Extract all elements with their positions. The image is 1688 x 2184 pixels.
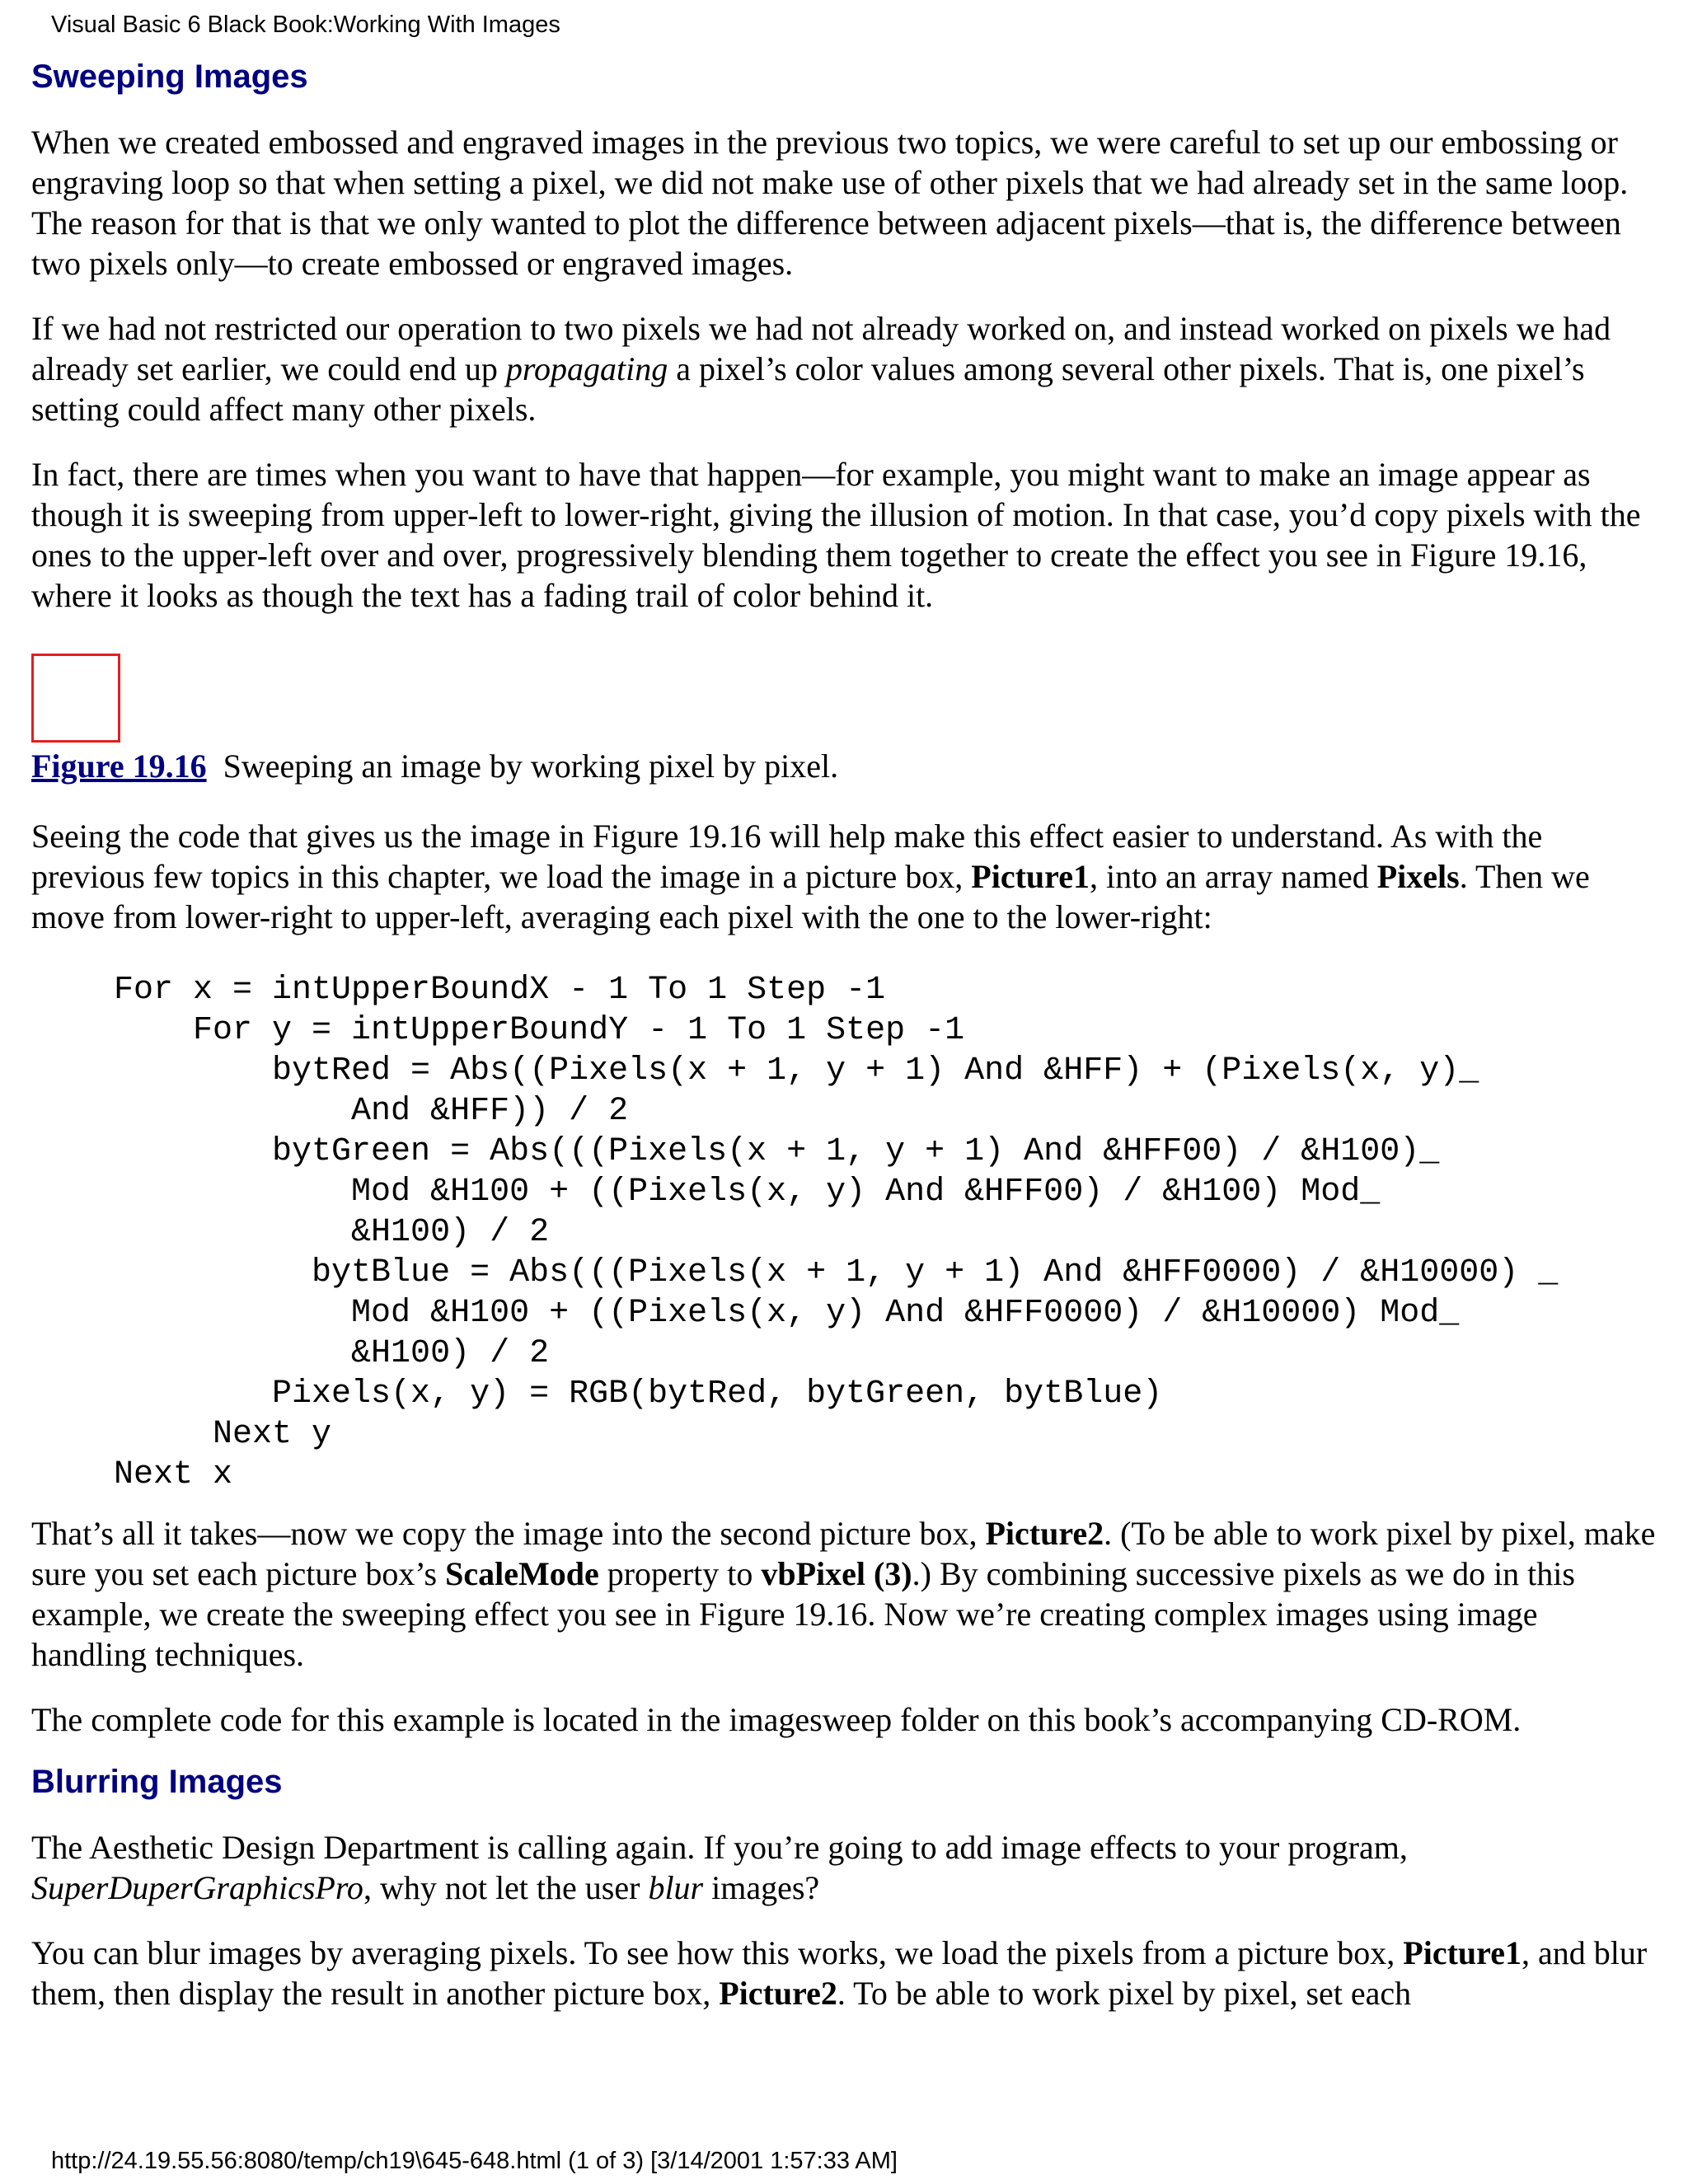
paragraph-text: Seeing the code that gives us the image in Figure 19.16 will help make this effect easier to understand. As with the previous few topics in this chapter, we load the image in a picture box, <box>31 818 1543 895</box>
paragraph-text: You can blur images by averaging pixels. To see how this works, we load the pixels from a picture box, <box>31 1934 1404 1971</box>
paragraph-text: , why not let the user <box>363 1869 649 1906</box>
paragraph-text: That’s all it takes—now we copy the image into the second picture box, <box>31 1515 986 1552</box>
paragraph <box>31 308 1657 429</box>
paragraph <box>31 454 1657 616</box>
paragraph-text: images? <box>703 1869 820 1906</box>
emphasis-text: blur <box>648 1869 704 1906</box>
caption-text: Sweeping an image by working pixel by pixel. <box>223 748 839 785</box>
paragraph-text: .) By combining successive pixels as we do in this example, we create the sweeping effect you see in Figure 19.16. Now we’re creating complex images using image handling techniques. <box>31 1555 1575 1673</box>
paragraph <box>31 1513 1657 1675</box>
paragraph <box>31 816 1657 937</box>
paragraph-text: The complete code for this example is located in the imagesweep folder on this book’s accompanying CD-ROM. <box>31 1701 1522 1738</box>
bold-text: Pixels <box>1376 858 1460 895</box>
bold-text: vbPixel (3) <box>761 1555 912 1592</box>
emphasis-text: propagating <box>505 350 668 387</box>
paragraph-text: . To be able to work pixel by pixel, set each <box>837 1975 1412 2012</box>
figure-caption <box>31 746 1657 786</box>
section-heading-blurring-images: Blurring Images <box>31 1764 283 1800</box>
paragraph-text: , and blur them, then display the result in another picture box, <box>31 1934 1648 2012</box>
paragraph-text: . (To be able to work pixel by pixel, make sure you set each picture box’s <box>31 1515 1656 1592</box>
page-footer: http://24.19.55.56:8080/temp/ch19\645-648.html (1 of 3) [3/14/2001 1:57:33 AM] <box>51 2148 898 2174</box>
bold-text: Picture1 <box>1403 1934 1522 1971</box>
paragraph-text: The Aesthetic Design Department is calling again. If you’re going to add image effects to your program, <box>31 1829 1408 1866</box>
paragraph <box>31 122 1657 284</box>
paragraph-text: If we had not restricted our operation to two pixels we had not already worked on, and instead worked on pixels we had already set earlier, we could end up <box>31 310 1611 387</box>
paragraph <box>31 1933 1657 2013</box>
figure-link[interactable]: Figure 19.16 <box>31 748 207 785</box>
bold-text: Picture2 <box>719 1975 837 2012</box>
paragraph-text: . Then we move from lower-right to upper-left, averaging each pixel with the one to the lower-right: <box>31 858 1590 935</box>
emphasis-text: SuperDuperGraphicsPro <box>31 1869 363 1906</box>
paragraph-text: a pixel’s color values among several other pixels. That is, one pixel’s setting could affect many other pixels. <box>31 350 1585 428</box>
paragraph <box>31 1827 1657 1908</box>
figure-image-placeholder <box>31 654 120 743</box>
paragraph-text: When we created embossed and engraved images in the previous two topics, we were careful to set up our embossing or engraving loop so that when setting a pixel, we did not make use of other pixels that we had already set in the same loop. The reason for that is that we only wanted to plot the difference between adjacent pixels—that is, the difference between two pixels only—to create embossed or engraved images. <box>31 124 1629 282</box>
page-header: Visual Basic 6 Black Book:Working With Images <box>51 12 560 38</box>
bold-text: ScaleMode <box>445 1555 599 1592</box>
code-block: For x = intUpperBoundX - 1 To 1 Step -1 For y = intUpperBoundY - 1 To 1 Step -1 bytRed = Abs((Pixels(x + 1, y + 1) And &HFF) + (Pixels(x, y)_ And &HFF)) / 2 bytGreen = Abs(((Pixels(x + 1, y + 1) And &HFF00) / &H100)_ Mod &H100 + ((Pixels(x, y) And &HFF00) / &H100) Mod_ &H100) / 2 bytBlue = Abs(((Pixels(x + 1, y + 1) And &HFF0000) / &H10000) _ Mod &H100 + ((Pixels(x, y) And &HFF0000) / &H10000) Mod_ &H100) / 2 Pixels(x, y) = RGB(bytRed, bytGreen, bytBlue) Next y Next x <box>114 972 1559 1493</box>
page-content <box>31 56 1657 2013</box>
paragraph-text: , into an array named <box>1089 858 1377 895</box>
bold-text: Picture2 <box>985 1515 1104 1552</box>
paragraph <box>31 1699 1657 1740</box>
paragraph-text: property to <box>598 1555 762 1592</box>
bold-text: Picture1 <box>971 858 1090 895</box>
paragraph-text: In fact, there are times when you want to have that happen—for example, you might want to make an image appear as though it is sweeping from upper-left to lower-right, giving the illusion of motion. In that case, you’d copy pixels with the ones to the upper-left over and over, progressively blending them together to create the effect you see in Figure 19.16, where it looks as though the text has a fading trail of color behind it. <box>31 456 1641 614</box>
section-heading-sweeping-images: Sweeping Images <box>31 59 308 95</box>
